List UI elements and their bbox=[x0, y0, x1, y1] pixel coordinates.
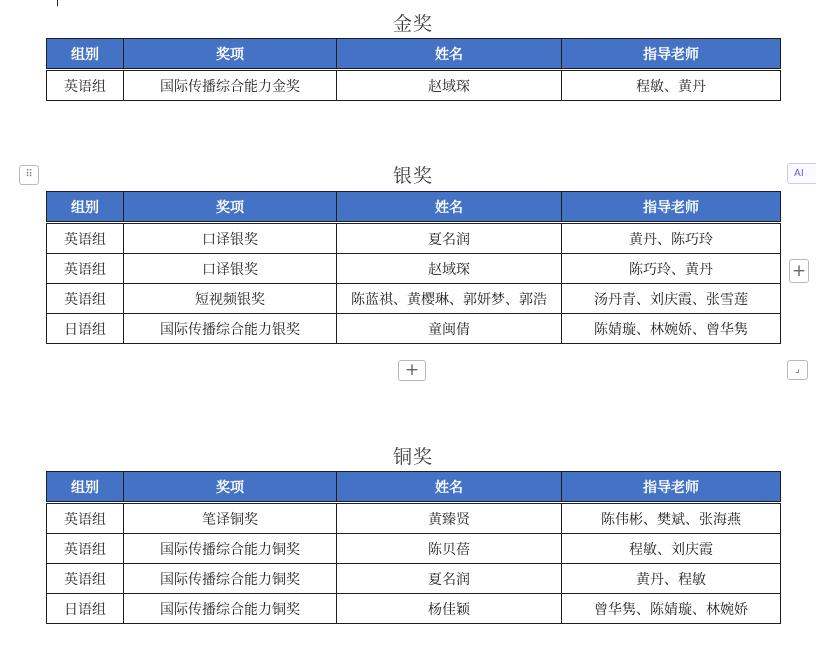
table-cell[interactable]: 童闽倩 bbox=[337, 314, 562, 344]
bronze-award-title: 铜奖 bbox=[392, 446, 433, 468]
header-name[interactable]: 姓名 bbox=[337, 192, 562, 223]
table-cell[interactable]: 口译银奖 bbox=[124, 223, 337, 254]
header-award[interactable]: 奖项 bbox=[124, 472, 337, 503]
ai-assistant-button[interactable]: AI bbox=[787, 163, 816, 184]
table-cell[interactable]: 夏名润 bbox=[337, 223, 562, 254]
table-cell[interactable]: 程敏、黄丹 bbox=[562, 70, 781, 101]
header-teacher[interactable]: 指导老师 bbox=[562, 192, 781, 223]
table-cell[interactable]: 英语组 bbox=[47, 284, 124, 314]
table-cell[interactable]: 日语组 bbox=[47, 594, 124, 624]
table-cell[interactable]: 短视频银奖 bbox=[124, 284, 337, 314]
table-cell[interactable]: 曾华隽、陈婧璇、林婉娇 bbox=[562, 594, 781, 624]
table-cell[interactable]: 国际传播综合能力银奖 bbox=[124, 314, 337, 344]
table-cell[interactable]: 赵域琛 bbox=[337, 70, 562, 101]
table-row bbox=[47, 534, 781, 564]
header-teacher[interactable]: 指导老师 bbox=[562, 39, 781, 70]
table-cell[interactable]: 口译银奖 bbox=[124, 254, 337, 284]
table-cell[interactable]: 国际传播综合能力铜奖 bbox=[124, 534, 337, 564]
plus-icon: + bbox=[791, 260, 807, 281]
table-cell[interactable]: 英语组 bbox=[47, 564, 124, 594]
table-cell[interactable]: 杨佳颖 bbox=[337, 594, 562, 624]
table-cell[interactable]: 黄臻贤 bbox=[337, 503, 562, 534]
table-cell[interactable]: 英语组 bbox=[47, 503, 124, 534]
resize-corner-icon[interactable]: ⌟ bbox=[787, 360, 808, 380]
table-cell[interactable]: 夏名润 bbox=[337, 564, 562, 594]
header-award[interactable]: 奖项 bbox=[124, 192, 337, 223]
add-row-button[interactable] bbox=[398, 360, 426, 381]
table-cell[interactable]: 国际传播综合能力铜奖 bbox=[124, 594, 337, 624]
table-row bbox=[47, 223, 781, 254]
text-cursor bbox=[57, 0, 58, 6]
header-group[interactable]: 组别 bbox=[47, 192, 124, 223]
table-cell[interactable]: 日语组 bbox=[47, 314, 124, 344]
table-header-row bbox=[47, 472, 781, 503]
plus-icon: + bbox=[404, 360, 420, 380]
add-column-button[interactable] bbox=[789, 259, 809, 283]
table-row bbox=[47, 314, 781, 344]
silver-award-table[interactable] bbox=[46, 191, 781, 344]
silver-award-title: 银奖 bbox=[392, 165, 433, 187]
table-cell[interactable]: 英语组 bbox=[47, 534, 124, 564]
header-teacher[interactable]: 指导老师 bbox=[562, 472, 781, 503]
table-cell[interactable]: 国际传播综合能力铜奖 bbox=[124, 564, 337, 594]
table-cell[interactable]: 陈婧璇、林婉娇、曾华隽 bbox=[562, 314, 781, 344]
table-row bbox=[47, 284, 781, 314]
table-row bbox=[47, 503, 781, 534]
table-header-row bbox=[47, 192, 781, 223]
table-row bbox=[47, 564, 781, 594]
header-name[interactable]: 姓名 bbox=[337, 472, 562, 503]
bronze-award-table[interactable] bbox=[46, 471, 781, 624]
table-cell[interactable]: 黄丹、程敏 bbox=[562, 564, 781, 594]
table-cell[interactable]: 陈贝蓓 bbox=[337, 534, 562, 564]
header-group[interactable]: 组别 bbox=[47, 39, 124, 70]
table-cell[interactable]: 英语组 bbox=[47, 254, 124, 284]
table-cell[interactable]: 陈蓝祺、黄樱琳、郭妍梦、郭浩 bbox=[337, 284, 562, 314]
table-cell[interactable]: 黄丹、陈巧玲 bbox=[562, 223, 781, 254]
table-cell[interactable]: 陈伟彬、樊斌、张海燕 bbox=[562, 503, 781, 534]
table-cell[interactable]: 汤丹青、刘庆霞、张雪莲 bbox=[562, 284, 781, 314]
table-cell[interactable]: 英语组 bbox=[47, 223, 124, 254]
table-row bbox=[47, 254, 781, 284]
header-name[interactable]: 姓名 bbox=[337, 39, 562, 70]
header-group[interactable]: 组别 bbox=[47, 472, 124, 503]
table-cell[interactable]: 国际传播综合能力金奖 bbox=[124, 70, 337, 101]
table-header-row bbox=[47, 39, 781, 70]
table-cell[interactable]: 程敏、刘庆霞 bbox=[562, 534, 781, 564]
header-award[interactable]: 奖项 bbox=[124, 39, 337, 70]
table-cell[interactable]: 赵域琛 bbox=[337, 254, 562, 284]
gold-award-table[interactable] bbox=[46, 38, 781, 101]
table-row bbox=[47, 594, 781, 624]
gold-award-title: 金奖 bbox=[392, 13, 433, 35]
table-cell[interactable]: 笔译铜奖 bbox=[124, 503, 337, 534]
drag-handle-icon[interactable]: ⠿ bbox=[19, 165, 39, 185]
table-cell[interactable]: 英语组 bbox=[47, 70, 124, 101]
table-cell[interactable]: 陈巧玲、黄丹 bbox=[562, 254, 781, 284]
table-row bbox=[47, 70, 781, 101]
